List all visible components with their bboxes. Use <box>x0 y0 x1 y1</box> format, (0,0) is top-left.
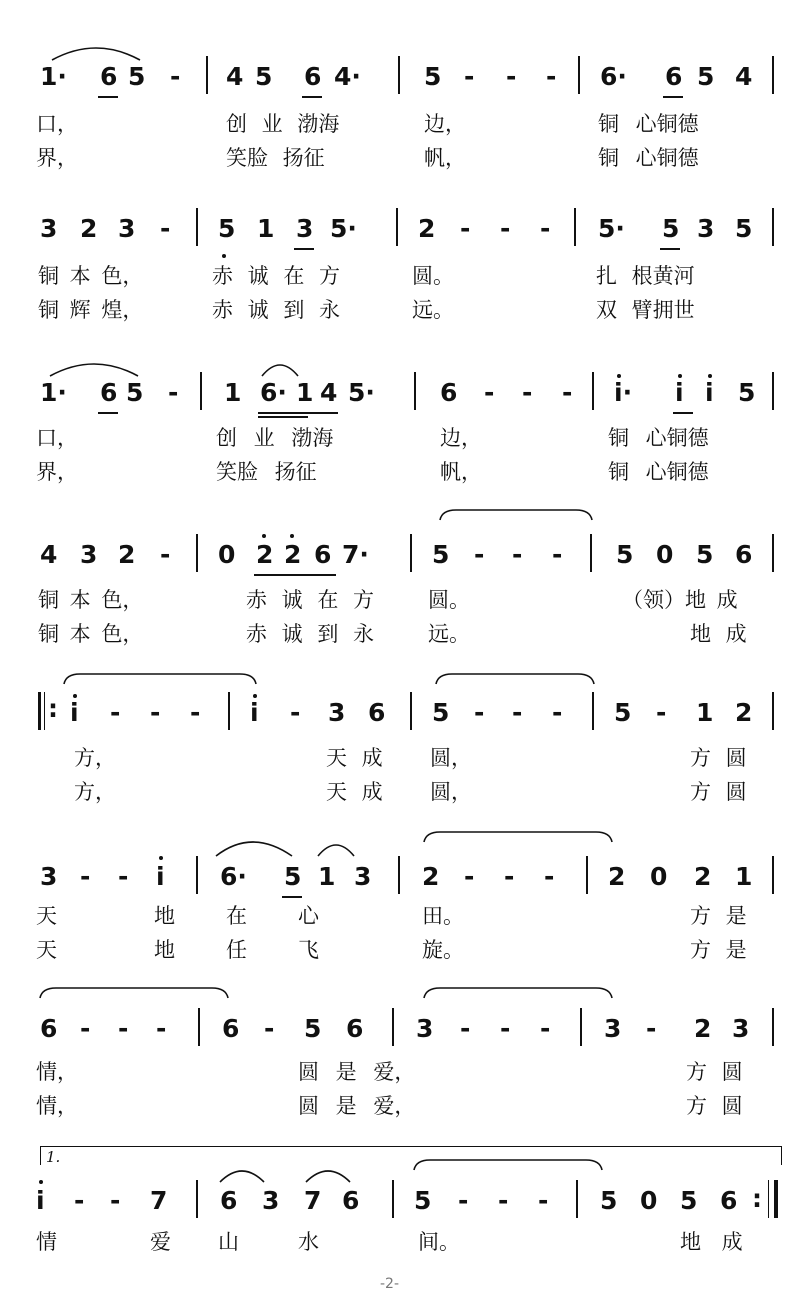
bar-line <box>196 208 198 246</box>
bar-line <box>196 1180 198 1218</box>
note-row <box>0 534 800 574</box>
note: 3 <box>328 698 346 727</box>
lyrics-verse-1: 口， 创 业 渤海 边， 铜 心铜德 <box>36 112 699 136</box>
note: 3 <box>416 1014 434 1043</box>
note: 3 <box>732 1014 750 1043</box>
note: 1 <box>318 862 336 891</box>
note-row <box>0 856 800 896</box>
note-row <box>0 208 800 248</box>
note: 5 <box>255 62 273 91</box>
repeat-start <box>38 692 41 730</box>
bar-line <box>200 372 202 410</box>
bar-line <box>410 534 412 572</box>
note: 2 <box>694 862 712 891</box>
note: 4· <box>334 62 361 91</box>
note: 3 <box>354 862 372 891</box>
note: - <box>290 698 301 727</box>
note: 3 <box>40 214 58 243</box>
note: - <box>498 1186 509 1215</box>
note: 5 <box>424 62 442 91</box>
lyrics-verse-1: 口， 创 业 渤海 边， 铜 心铜德 <box>36 426 709 450</box>
note: 1 <box>696 698 714 727</box>
note: - <box>522 378 533 407</box>
note: - <box>458 1186 469 1215</box>
note: - <box>500 1014 511 1043</box>
bar-line <box>392 1008 394 1046</box>
note: 6· <box>220 862 247 891</box>
tie <box>410 1154 610 1174</box>
note: - <box>150 698 161 727</box>
bar-line <box>414 372 416 410</box>
note: - <box>544 862 555 891</box>
bar-line <box>398 856 400 894</box>
bar-line <box>592 692 594 730</box>
note: - <box>74 1186 85 1215</box>
note: - <box>464 862 475 891</box>
lyrics-verse-1: 铜 本 色， 赤 诚 在 方 圆。 扎 根黄河 <box>38 264 695 288</box>
bar-line <box>772 1008 774 1046</box>
note: 5 <box>284 862 302 891</box>
note: 6 <box>440 378 458 407</box>
note: - <box>562 378 573 407</box>
note: - <box>546 62 557 91</box>
note: 2 <box>118 540 136 569</box>
tie <box>432 668 596 688</box>
note: - <box>474 540 485 569</box>
note: 3 <box>80 540 98 569</box>
note: i <box>36 1186 45 1215</box>
note: - <box>118 1014 129 1043</box>
note-row <box>0 1008 800 1048</box>
note: 5 <box>304 1014 322 1043</box>
note: 5 <box>697 62 715 91</box>
note: 6 <box>735 540 753 569</box>
note: - <box>474 698 485 727</box>
note: 3 <box>697 214 715 243</box>
note: 1 <box>224 378 242 407</box>
bar-line <box>772 692 774 730</box>
note: 6 <box>665 62 683 91</box>
bar-line <box>198 1008 200 1046</box>
note: - <box>160 214 171 243</box>
note: - <box>170 62 181 91</box>
note: 0 <box>640 1186 658 1215</box>
note: - <box>118 862 129 891</box>
note: - <box>264 1014 275 1043</box>
bar-line <box>228 692 230 730</box>
note: 5 <box>432 540 450 569</box>
note: i· <box>614 378 633 407</box>
bar-line <box>772 534 774 572</box>
repeat-start <box>44 692 45 730</box>
bar-line <box>772 856 774 894</box>
note: - <box>504 862 515 891</box>
bar-line <box>590 534 592 572</box>
note: - <box>500 214 511 243</box>
note: - <box>646 1014 657 1043</box>
note: - <box>80 1014 91 1043</box>
note: 5· <box>598 214 625 243</box>
note: 4 <box>735 62 753 91</box>
tie <box>36 982 236 1002</box>
note: 2 <box>80 214 98 243</box>
note: 5· <box>348 378 375 407</box>
note: - <box>540 1014 551 1043</box>
note: 6 <box>40 1014 58 1043</box>
note: 6 <box>222 1014 240 1043</box>
bar-line <box>396 208 398 246</box>
repeat-dots: : <box>48 694 58 723</box>
note: 5 <box>662 214 680 243</box>
tie <box>60 668 260 688</box>
note: - <box>540 214 551 243</box>
note: i <box>705 378 714 407</box>
lyrics-verse-1: 情， 圆 是 爱， 方 圆 <box>36 1060 743 1084</box>
note: - <box>460 214 471 243</box>
note: 6 <box>368 698 386 727</box>
bar-line <box>586 856 588 894</box>
lyrics-verse-2: 天 地 任 飞 旋。 方 是 <box>36 938 747 962</box>
note: 3 <box>118 214 136 243</box>
note-row <box>0 372 800 412</box>
note: 6 <box>220 1186 238 1215</box>
tie <box>436 506 596 526</box>
note: - <box>460 1014 471 1043</box>
note: 1· <box>40 62 67 91</box>
note: 6 <box>100 62 118 91</box>
note: - <box>512 540 523 569</box>
note: 0 <box>650 862 668 891</box>
note: 5 <box>126 378 144 407</box>
bar-line <box>580 1008 582 1046</box>
lyrics-verse-1: 天 地 在 心 田。 方 是 <box>36 904 747 928</box>
note: - <box>156 1014 167 1043</box>
note: - <box>80 862 91 891</box>
note: 7· <box>342 540 369 569</box>
note: 6· <box>260 378 287 407</box>
bar-line <box>398 56 400 94</box>
note: i <box>675 378 684 407</box>
note: 5 <box>614 698 632 727</box>
note: i <box>156 862 165 891</box>
note-row <box>0 56 800 96</box>
bar-line <box>772 208 774 246</box>
note: 6 <box>342 1186 360 1215</box>
note: - <box>512 698 523 727</box>
note: 5 <box>600 1186 618 1215</box>
note: 1· <box>40 378 67 407</box>
note: 6 <box>346 1014 364 1043</box>
note: i <box>70 698 79 727</box>
bar-line <box>392 1180 394 1218</box>
bar-line <box>772 56 774 94</box>
note: 0 <box>218 540 236 569</box>
bar-line <box>592 372 594 410</box>
repeat-dots: : <box>752 1184 762 1213</box>
note: - <box>160 540 171 569</box>
lyrics-verse-2: 方， 天 成 圆， 方 圆 <box>74 780 747 804</box>
note: i <box>250 698 259 727</box>
page-number: -2- <box>380 1276 400 1292</box>
bar-line <box>576 1180 578 1218</box>
note: 6· <box>600 62 627 91</box>
note: 2 <box>284 540 302 569</box>
note: - <box>110 698 121 727</box>
note: 5 <box>735 214 753 243</box>
bar-line <box>196 856 198 894</box>
note: - <box>168 378 179 407</box>
note: 6 <box>100 378 118 407</box>
note: 6 <box>314 540 332 569</box>
note: 3 <box>604 1014 622 1043</box>
note-row <box>0 692 800 732</box>
bar-line <box>196 534 198 572</box>
lyrics-verse-2: 铜 辉 煌， 赤 诚 到 永 远。 双 臂拥世 <box>38 298 695 322</box>
note: 4 <box>320 378 338 407</box>
note: - <box>552 698 563 727</box>
lyrics-verse-1: 方， 天 成 圆， 方 圆 <box>74 746 747 770</box>
volta-label: 1. <box>46 1148 61 1166</box>
note: - <box>110 1186 121 1215</box>
note: 3 <box>40 862 58 891</box>
lyrics-verse-1: 情 爱 山 水 间。 地 成 <box>36 1230 743 1254</box>
note: - <box>484 378 495 407</box>
lyrics-verse-2: 界， 笑脸 扬征 帆， 铜 心铜德 <box>36 460 709 484</box>
note: - <box>464 62 475 91</box>
note: 2 <box>735 698 753 727</box>
slur <box>212 834 302 858</box>
lyrics-verse-1: 铜 本 色， 赤 诚 在 方 圆。 （领）地 成 <box>38 588 738 612</box>
note: 5· <box>330 214 357 243</box>
note: 5 <box>414 1186 432 1215</box>
note: 1 <box>257 214 275 243</box>
note: 2 <box>694 1014 712 1043</box>
note: 2 <box>256 540 274 569</box>
bar-line <box>206 56 208 94</box>
note: 5 <box>696 540 714 569</box>
note: 2 <box>608 862 626 891</box>
repeat-end <box>774 1180 778 1218</box>
note: 3 <box>296 214 314 243</box>
note: - <box>190 698 201 727</box>
note: - <box>538 1186 549 1215</box>
note: - <box>506 62 517 91</box>
repeat-end <box>768 1180 769 1218</box>
bar-line <box>574 208 576 246</box>
lyrics-verse-2: 界， 笑脸 扬征 帆， 铜 心铜德 <box>36 146 699 170</box>
bar-line <box>410 692 412 730</box>
note: 7 <box>304 1186 322 1215</box>
note: 7 <box>150 1186 168 1215</box>
lyrics-verse-2: 情， 圆 是 爱， 方 圆 <box>36 1094 743 1118</box>
bar-line <box>578 56 580 94</box>
note: 5 <box>680 1186 698 1215</box>
note: 3 <box>262 1186 280 1215</box>
tie <box>420 982 620 1002</box>
note: 2 <box>418 214 436 243</box>
note: 0 <box>656 540 674 569</box>
note: 1 <box>296 378 314 407</box>
tie <box>420 826 620 846</box>
note: 6 <box>720 1186 738 1215</box>
note: - <box>552 540 563 569</box>
slur <box>314 836 364 858</box>
note: 6 <box>304 62 322 91</box>
note-row <box>0 1180 800 1220</box>
note: 4 <box>40 540 58 569</box>
note: 1 <box>735 862 753 891</box>
note: 5 <box>432 698 450 727</box>
note: 5 <box>218 214 236 243</box>
note: 5 <box>738 378 756 407</box>
note: 5 <box>128 62 146 91</box>
lyrics-verse-2: 铜 本 色， 赤 诚 到 永 远。 地 成 <box>38 622 747 646</box>
bar-line <box>772 372 774 410</box>
note: - <box>656 698 667 727</box>
note: 4 <box>226 62 244 91</box>
note: 2 <box>422 862 440 891</box>
note: 5 <box>616 540 634 569</box>
